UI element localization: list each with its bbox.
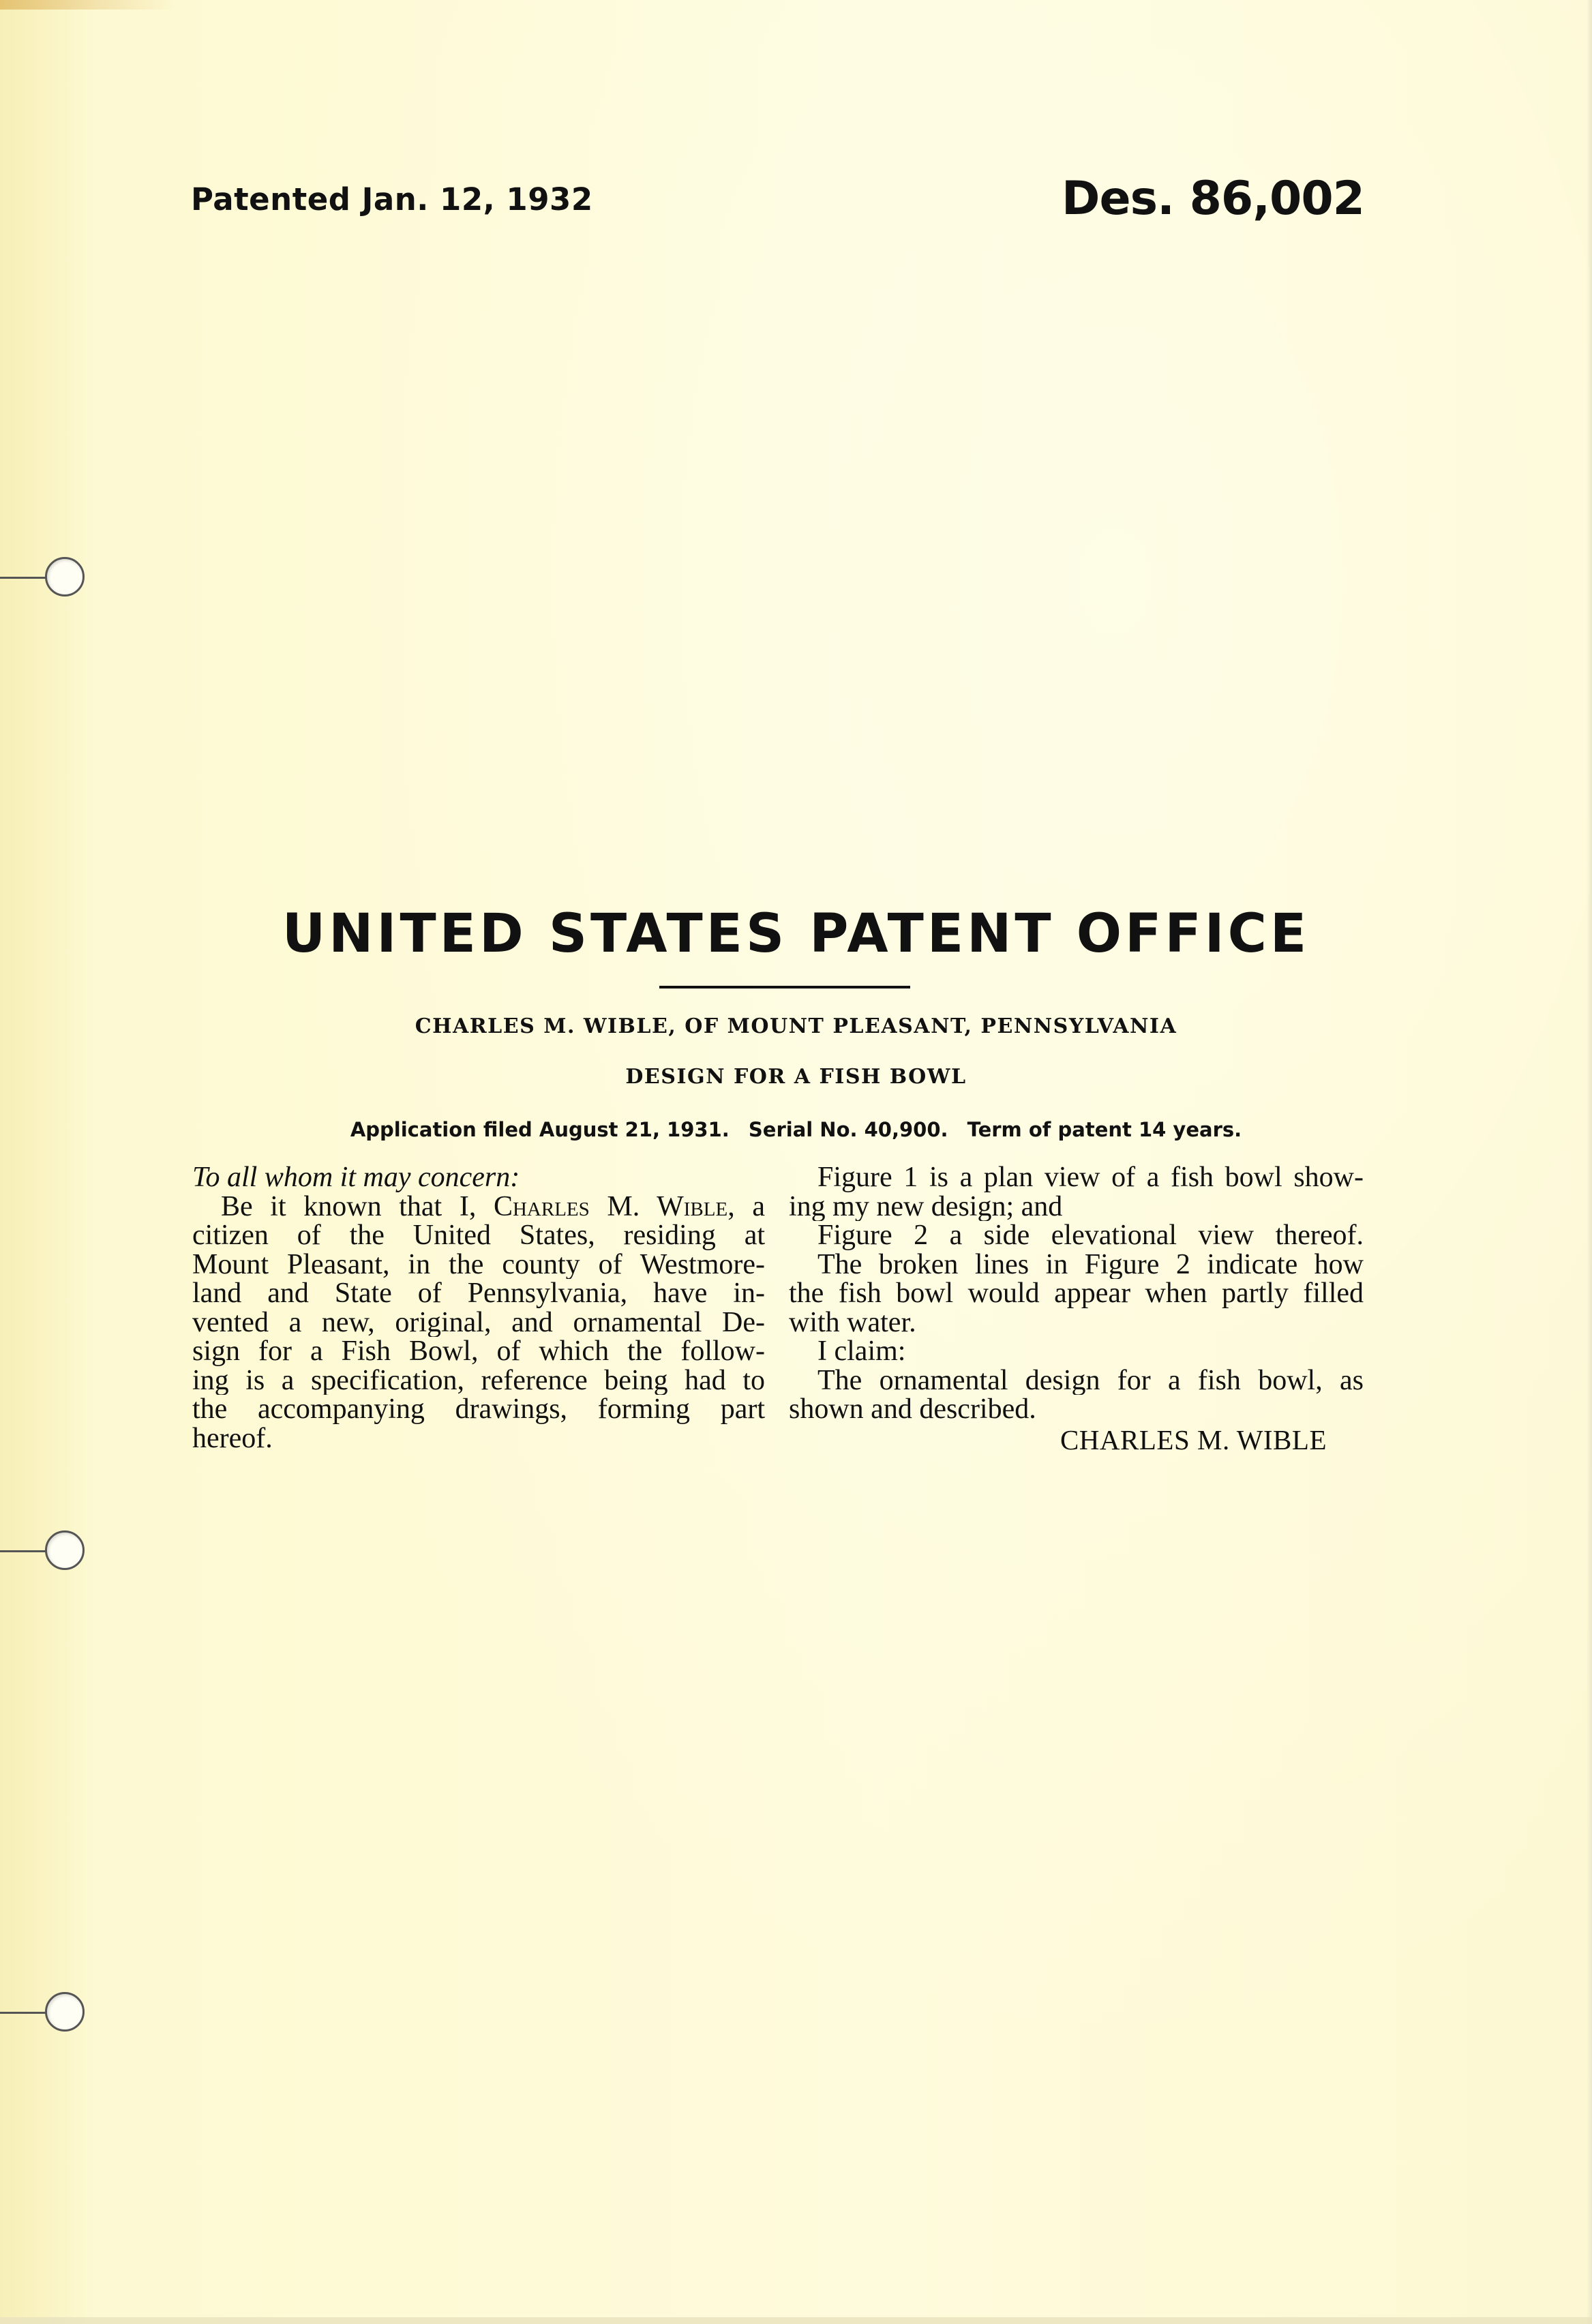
inventor-line: CHARLES M. WIBLE, OF MOUNT PLEASANT, PENNSYLVANIA xyxy=(415,1014,1177,1038)
application-filed: Application filed August 21, 1931. xyxy=(350,1118,730,1141)
spec-line: ing my new design; and xyxy=(789,1192,1063,1221)
salutation: To all whom it may concern: xyxy=(192,1163,520,1192)
spec-line: sign for a Fish Bowl, of which the follow- xyxy=(192,1337,765,1366)
punch-hole-middle xyxy=(45,1530,85,1570)
title-rule xyxy=(659,986,910,989)
spec-line: Be it known that I, Charles M. Wible, a xyxy=(221,1192,765,1221)
spec-line: Figure 2 a side elevational view thereof. xyxy=(817,1221,1364,1250)
paper-edge-bottom xyxy=(0,2317,1592,2324)
patented-date: Patented Jan. 12, 1932 xyxy=(191,181,593,217)
inventor-signature: CHARLES M. WIBLE xyxy=(1060,1423,1327,1455)
inventor-name: Charles M. Wible xyxy=(493,1192,728,1221)
paper-stain xyxy=(0,0,177,10)
spec-line: Mount Pleasant, in the county of Westmore- xyxy=(192,1250,765,1279)
spec-line: hereof. xyxy=(192,1423,273,1453)
application-info xyxy=(0,1118,1592,1141)
spec-line: with water. xyxy=(789,1308,916,1337)
claim-heading: I claim: xyxy=(817,1337,906,1366)
binder-line-bottom xyxy=(0,2012,46,2014)
punch-hole-top xyxy=(45,557,85,597)
specification-right-column xyxy=(789,1163,1364,1454)
spec-line: ing is a specification, reference being had to xyxy=(192,1365,765,1395)
specification-left-column xyxy=(192,1163,765,1453)
paper-edge-right xyxy=(1587,0,1592,2324)
spec-line: Figure 1 is a plan view of a fish bowl show- xyxy=(817,1163,1364,1192)
claim-text: The ornamental design for a fish bowl, as xyxy=(817,1365,1364,1395)
office-title: UNITED STATES PATENT OFFICE xyxy=(282,903,1310,965)
spec-line: The broken lines in Figure 2 indicate how xyxy=(817,1250,1364,1279)
binder-line-top xyxy=(0,577,46,579)
claim-text: shown and described. xyxy=(789,1395,1036,1424)
binder-line-middle xyxy=(0,1550,46,1552)
spec-line: land and State of Pennsylvania, have in- xyxy=(192,1279,765,1308)
spec-line: the fish bowl would appear when partly filled xyxy=(789,1279,1364,1308)
punch-hole-bottom xyxy=(45,1992,85,2032)
spec-line: citizen of the United States, residing at xyxy=(192,1221,765,1250)
spec-line: the accompanying drawings, forming part xyxy=(192,1395,765,1424)
patent-term: Term of patent 14 years. xyxy=(967,1118,1242,1141)
spec-line: vented a new, original, and ornamental De- xyxy=(192,1308,765,1337)
design-patent-number: Des. 86,002 xyxy=(1062,172,1364,226)
design-title: DESIGN FOR A FISH BOWL xyxy=(625,1065,967,1089)
serial-number: Serial No. 40,900. xyxy=(748,1118,948,1141)
